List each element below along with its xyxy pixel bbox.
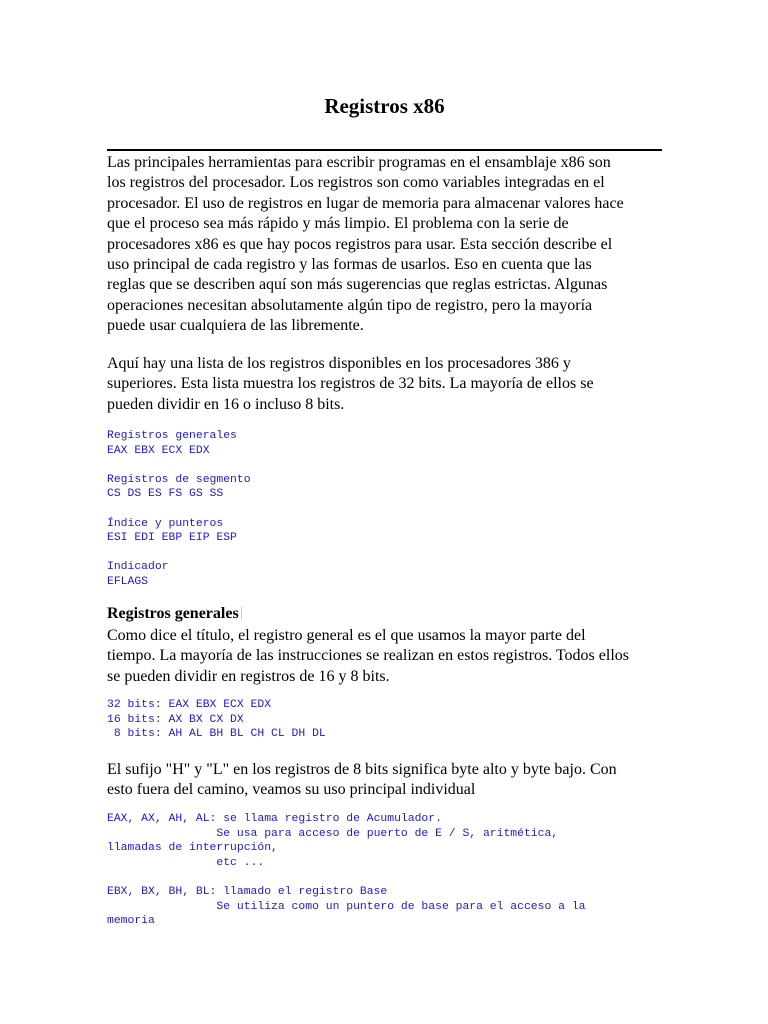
general-registers-heading-text: Registros generales — [107, 605, 239, 622]
general-registers-paragraph: Como dice el título, el registro general es el que usamos la mayor parte del tiempo. La mayoría de las instrucciones se realizan en estos registros. Todos ellos se pueden dividir en registros de 16 y 8 bits. — [107, 627, 629, 685]
intro-paragraph: Las principales herramientas para escribir programas en el ensamblaje x86 son los registros del procesador. Los registros son como variables integradas en el procesador. El uso de registros en lugar de memoria para almacenar valores hace que el proceso sea más rápido y más limpio. El problema con la serie de procesadores x86 es que hay pocos registros para usar. Esta sección describe el uso principal de cada registro y las formas de usarlos. Eso en cuenta que las reglas que se describen aquí son más sugerencias que reglas estrictas. Algunas operaciones necesitan absolutamente algún tipo de registro, pero la mayoría puede usar cualquiera de las libremente. — [107, 154, 624, 335]
title-divider — [107, 149, 662, 151]
bits-code: 32 bits: EAX EBX ECX EDX 16 bits: AX BX CX DX 8 bits: AH AL BH BL CH CL DH DL — [107, 699, 326, 741]
register-list-intro-paragraph: Aquí hay una lista de los registros disponibles en los procesadores 386 y superiores. Esta lista muestra los registros de 32 bits. La mayoría de ellos se pueden dividir en 16 o incluso 8 bits. — [107, 355, 594, 413]
suffix-paragraph: El sufijo "H" y "L" en los registros de 8 bits significa byte alto y byte bajo. Con esto fuera del camino, veamos su uso principal individual — [107, 761, 617, 799]
page-title: Registros x86 — [324, 94, 445, 118]
general-registers-heading — [107, 604, 243, 624]
anchor-mark — [241, 606, 243, 620]
register-usage-code: EAX, AX, AH, AL: se llama registro de Acumulador. Se usa para acceso de puerto de E / S, aritmética, llamadas de interrupción, etc ... EBX, BX, BH, BL: llamado el registro Base Se utiliza como un puntero de base para el acceso a la memoria — [107, 813, 586, 928]
register-list-code: Registros generales EAX EBX ECX EDX Registros de segmento CS DS ES FS GS SS Índice y punteros ESI EDI EBP EIP ESP Indicador EFLAGS — [107, 430, 251, 588]
